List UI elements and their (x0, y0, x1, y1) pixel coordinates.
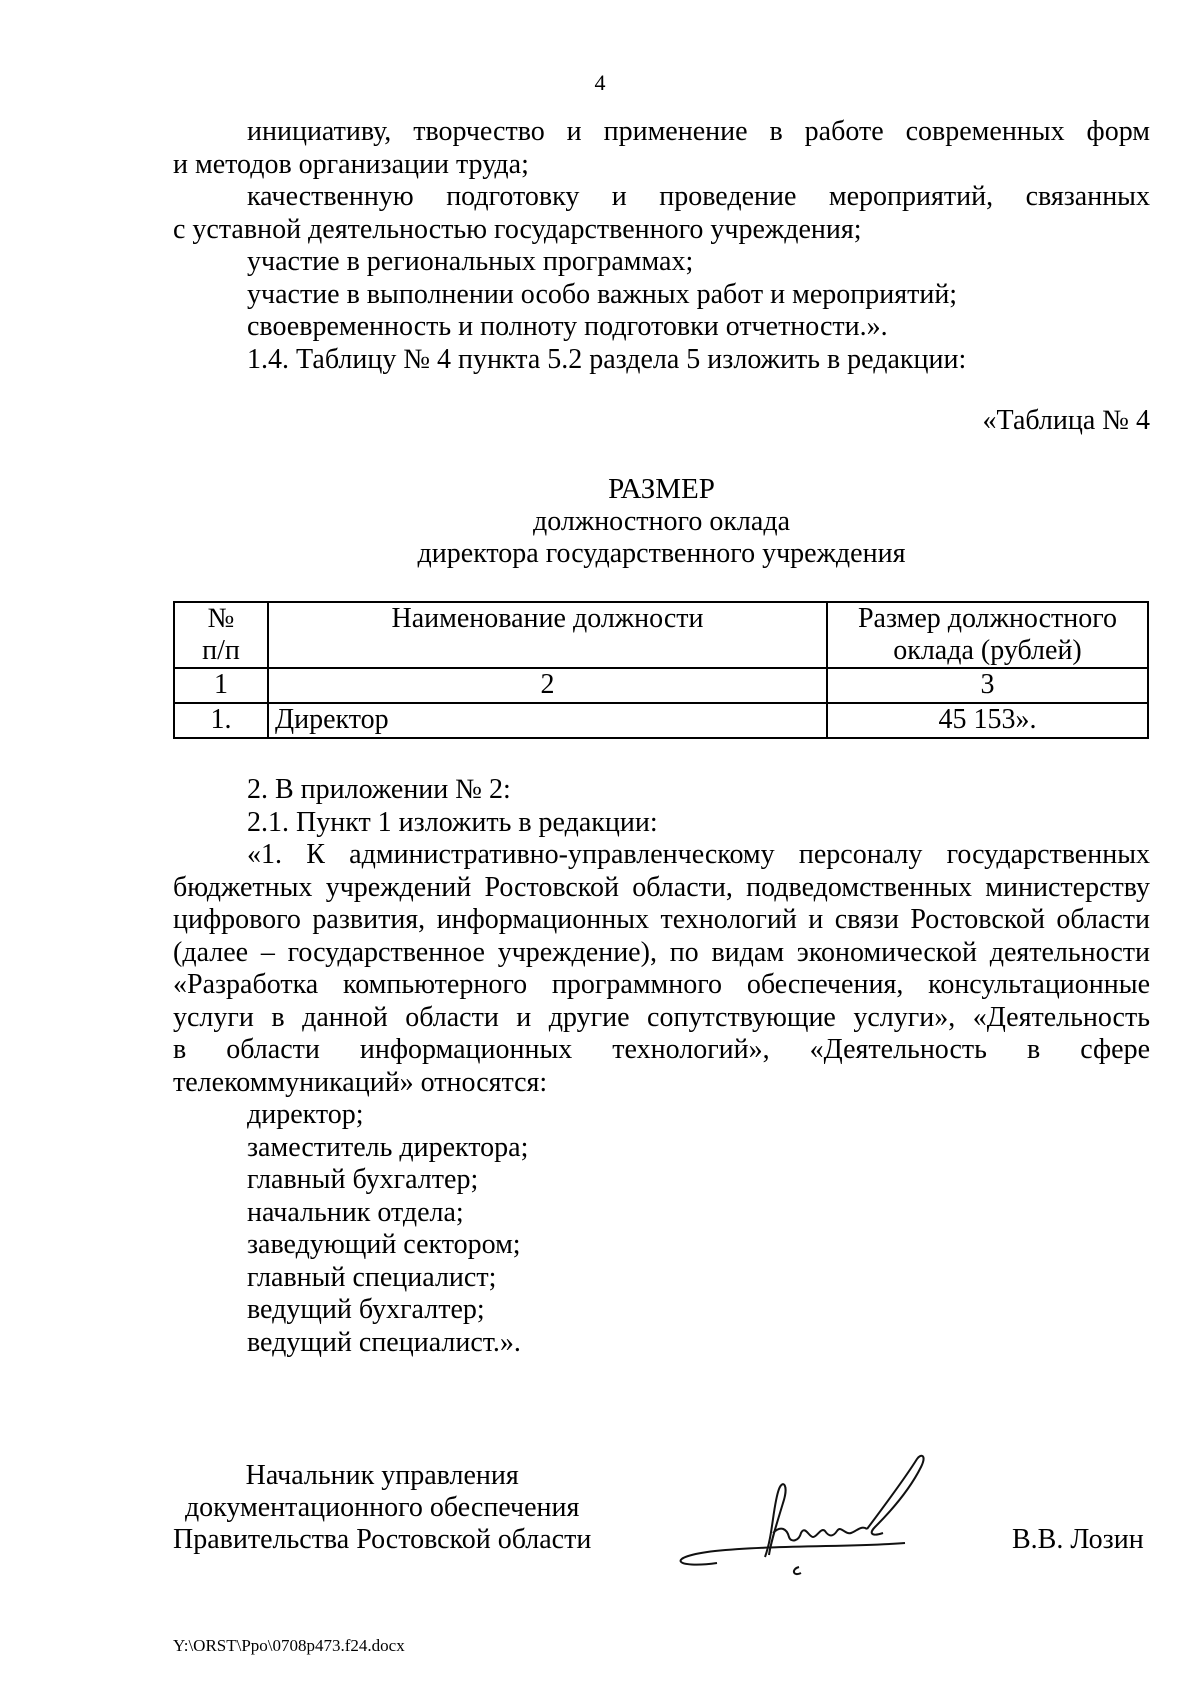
list-item: заместитель директора; (247, 1131, 529, 1163)
table-row (174, 703, 1148, 738)
paragraph-line: участие в региональных программах; (247, 246, 694, 277)
file-path: Y:\ORST\Ppo\0708p473.f24.docx (173, 1636, 405, 1655)
list-item: ведущий специалист.». (247, 1326, 521, 1358)
top-text-block (173, 116, 1150, 376)
list-item: начальник отдела; (247, 1196, 464, 1228)
table-title-line: должностного оклада (533, 506, 790, 537)
table-cell: Директор (268, 703, 827, 738)
paragraph-line: 2.1. Пункт 1 изложить в редакции: (247, 806, 658, 838)
paragraph-line: бюджетных учреждений Ростовской области, подведомственных министерству (173, 871, 1150, 903)
signatory-name: В.В. Лозин (1012, 1524, 1144, 1555)
header-salary (827, 602, 1148, 668)
page-number: 4 (594, 70, 606, 95)
header-num (174, 602, 268, 668)
header-salary-line1: Размер должностного (857, 603, 1118, 634)
signatory-title-line: документационного обеспечения (184, 1492, 580, 1523)
table-index-row (174, 668, 1148, 703)
table-caption: «Таблица № 4 (982, 405, 1150, 436)
handwritten-signature (655, 1445, 985, 1585)
header-salary-line2: оклада (рублей) (893, 635, 1082, 666)
header-num-line2: п/п (202, 635, 240, 666)
list-item: главный бухгалтер; (247, 1164, 479, 1195)
paragraph-line: в области информационных технологий», «Деятельность в сфере (173, 1034, 1150, 1065)
list-item: ведущий бухгалтер; (247, 1294, 485, 1325)
signatory-title (173, 1460, 591, 1556)
signatory-title-line: Начальник управления (245, 1460, 519, 1491)
section-2-block (173, 774, 1150, 1359)
list-item: заведующий сектором; (247, 1229, 521, 1260)
table-cell: 2 (268, 668, 827, 703)
paragraph-line: телекоммуникаций» относятся: (173, 1066, 548, 1098)
paragraph-line: (далее – государственное учреждение), по видам экономической деятельности (173, 936, 1150, 968)
paragraph-line: и методов организации труда; (173, 148, 529, 180)
paragraph-line: 2. В приложении № 2: (247, 774, 511, 805)
paragraph-line: участие в выполнении особо важных работ и мероприятий; (247, 278, 958, 310)
table-cell: 45 153». (827, 703, 1148, 738)
table-title-line: директора государственного учреждения (417, 538, 906, 569)
signatory-title-line: Правительства Ростовской области (173, 1524, 592, 1555)
paragraph-line: своевременность и полноту подготовки отчетности.». (247, 311, 888, 342)
paragraph-line: цифрового развития, информационных технологий и связи Ростовской области (173, 904, 1150, 935)
table-cell: 3 (827, 668, 1148, 703)
table-title (173, 472, 1150, 570)
table-title-main: РАЗМЕР (608, 473, 715, 505)
paragraph-line: «1. К административно-управленческому персоналу государственных (247, 839, 1150, 870)
table-cell: 1. (174, 703, 268, 738)
table-cell: 1 (174, 668, 268, 703)
paragraph-line: услуги в данной области и другие сопутствующие услуги», «Деятельность (173, 1001, 1150, 1033)
salary-table (173, 601, 1149, 739)
list-item: главный специалист; (247, 1261, 497, 1293)
list-item: директор; (247, 1099, 364, 1130)
paragraph-line: 1.4. Таблицу № 4 пункта 5.2 раздела 5 изложить в редакции: (247, 343, 967, 375)
paragraph-line: с уставной деятельностью государственного учреждения; (173, 213, 862, 245)
header-num-line1: № (207, 603, 235, 634)
paragraph-line: качественную подготовку и проведение мероприятий, связанных (247, 181, 1150, 212)
header-position: Наименование должности (268, 602, 827, 668)
table-header-row (174, 602, 1148, 668)
paragraph-line: инициативу, творчество и применение в работе современных форм (247, 116, 1150, 147)
paragraph-line: «Разработка компьютерного программного обеспечения, консультационные (173, 969, 1150, 1000)
